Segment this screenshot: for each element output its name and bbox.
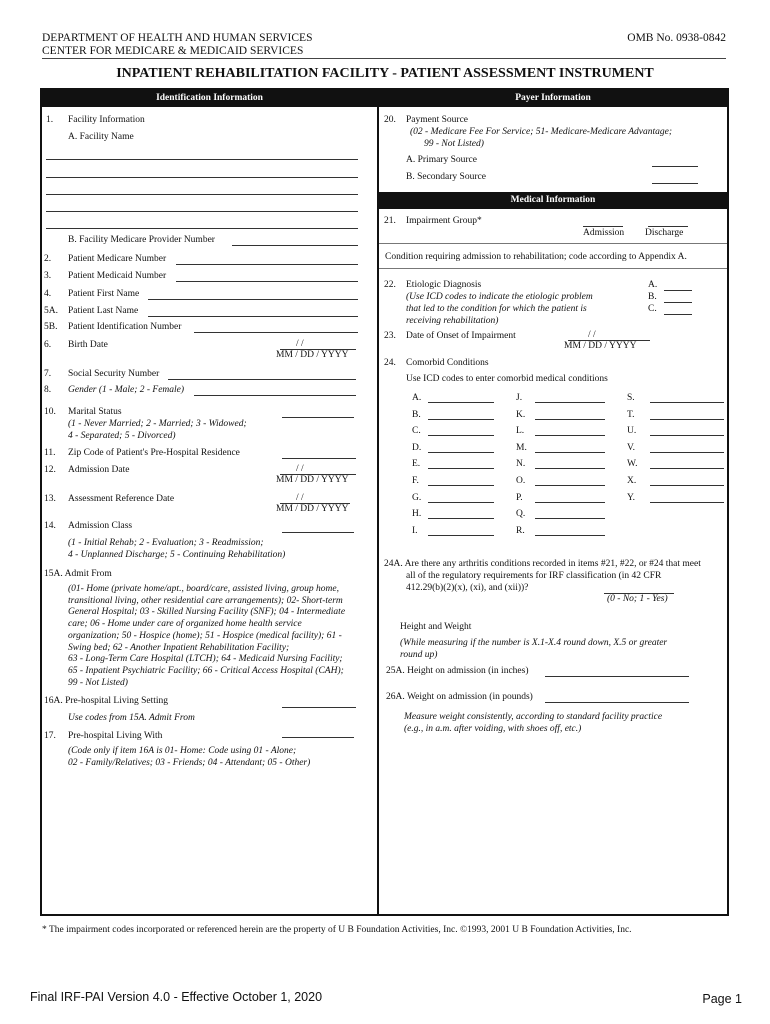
comorbid-field-q[interactable] [535, 517, 605, 519]
item-20-hint-1: (02 - Medicare Fee For Service; 51- Medicare-Medicare Advantage; [410, 127, 673, 137]
item-13-label: Assessment Reference Date [68, 494, 175, 504]
etiologic-a-field[interactable] [664, 289, 692, 291]
item-12-label: Admission Date [68, 465, 130, 475]
comorbid-label: P. [516, 492, 523, 503]
patient-medicaid-number-field[interactable] [176, 280, 358, 282]
form-version: Final IRF-PAI Version 4.0 - Effective October 1, 2020 [30, 990, 323, 1004]
band-identification: Identification Information [42, 90, 377, 107]
divider [379, 268, 727, 269]
primary-source-field[interactable] [652, 165, 698, 167]
item-21-label: Impairment Group* [406, 216, 482, 226]
assessment-date-format: MM / DD / YYYY [276, 504, 349, 514]
comorbid-col-3-labels [627, 390, 637, 506]
pre-hospital-living-with-field[interactable] [282, 736, 354, 738]
item-24a-hint: (0 - No; 1 - Yes) [607, 594, 668, 604]
birth-date-format: MM / DD / YYYY [276, 350, 349, 360]
item-3-num: 3. [44, 271, 52, 281]
item-24-num: 24. [384, 358, 396, 368]
item-12-num: 12. [44, 465, 56, 475]
hint-line: organization; 50 - Hospice (home); 51 - Hospice (medical facility); 61 - [68, 630, 342, 641]
onset-date-slashes: / / [588, 330, 596, 340]
item-10-hint-2: 4 - Separated; 5 - Divorced) [68, 431, 176, 441]
item-10-label: Marital Status [68, 407, 122, 417]
marital-status-field[interactable] [282, 416, 354, 418]
comorbid-field-l[interactable] [535, 434, 605, 436]
comorbid-label: L. [516, 426, 525, 437]
pre-hospital-living-setting-field[interactable] [282, 706, 356, 708]
comorbid-field-b[interactable] [428, 418, 494, 420]
comorbid-field-o[interactable] [535, 484, 605, 486]
facility-name-line-3[interactable] [46, 193, 358, 195]
comorbid-field-y[interactable] [650, 501, 724, 503]
item-17-num: 17. [44, 731, 56, 741]
zip-code-field[interactable] [282, 457, 356, 459]
comorbid-field-m[interactable] [535, 451, 605, 453]
admission-date-format: MM / DD / YYYY [276, 475, 349, 485]
patient-last-name-field[interactable] [148, 315, 358, 317]
item-17-hint-2: 02 - Family/Relatives; 03 - Friends; 04 - Attendant; 05 - Other) [68, 758, 311, 768]
item-6-num: 6. [44, 340, 52, 350]
comorbid-label: A. [412, 393, 422, 403]
item-20-hint-2: 99 - Not Listed) [424, 139, 484, 149]
comorbid-field-k[interactable] [535, 418, 605, 420]
item-5a-num: 5A. [44, 306, 58, 316]
item-5b-label: Patient Identification Number [68, 322, 182, 332]
item-22-hint-1: (Use ICD codes to indicate the etiologic problem [406, 292, 593, 302]
facility-name-line-5[interactable] [46, 227, 358, 229]
item-21-num: 21. [384, 216, 396, 226]
item-14-hint-1: (1 - Initial Rehab; 2 - Evaluation; 3 - Readmission; [68, 538, 264, 548]
item-14-hint-2: 4 - Unplanned Discharge; 5 - Continuing Rehabilitation) [68, 550, 286, 560]
item-22-hint-3: receiving rehabilitation) [406, 316, 499, 326]
item-1b-label: B. Facility Medicare Provider Number [68, 235, 215, 245]
medicare-provider-number-field[interactable] [232, 244, 358, 246]
admission-class-field[interactable] [282, 531, 354, 533]
item-16a-label: 16A. Pre-hospital Living Setting [44, 696, 169, 706]
item-16a-hint: Use codes from 15A. Admit From [68, 713, 195, 723]
height-on-admission-field[interactable] [545, 675, 689, 677]
assessment-date-slashes: / / [296, 493, 304, 503]
agency-header [42, 32, 312, 58]
page-number: Page 1 [702, 992, 742, 1006]
item-10-num: 10. [44, 407, 56, 417]
item-24a-line-1: 24A. Are there any arthritis conditions recorded in items #21, #22, or #24 that meet [384, 559, 701, 569]
item-20-label: Payment Source [406, 115, 469, 125]
comorbid-label: T. [627, 409, 635, 420]
item-24-hint: Use ICD codes to enter comorbid medical conditions [406, 374, 608, 384]
comorbid-label: W. [627, 459, 638, 470]
comorbid-label: O. [516, 475, 526, 486]
comorbid-field-g[interactable] [428, 501, 494, 503]
form-title: INPATIENT REHABILITATION FACILITY - PATIENT ASSESSMENT INSTRUMENT [116, 66, 654, 81]
comorbid-label: E. [412, 459, 421, 470]
hint-line: 99 - Not Listed) [68, 677, 128, 688]
comorbid-field-f[interactable] [428, 484, 494, 486]
item-2-label: Patient Medicare Number [68, 254, 167, 264]
comorbid-label: H. [412, 509, 422, 520]
dept-line-2: CENTER FOR MEDICARE & MEDICAID SERVICES [42, 45, 304, 57]
comorbid-label: F. [412, 475, 419, 486]
comorbid-field-r[interactable] [535, 534, 605, 536]
hint-line: transitional living, other residential care arrangements); 02- Short-term [68, 595, 343, 606]
facility-name-line-4[interactable] [46, 210, 358, 212]
etiologic-a-label: A. [648, 280, 658, 290]
comorbid-field-u[interactable] [650, 434, 724, 436]
comorbid-field-t[interactable] [650, 418, 724, 420]
weight-on-admission-field[interactable] [545, 701, 689, 703]
comorbid-field-c[interactable] [428, 434, 494, 436]
item-26a-label: 26A. Weight on admission (in pounds) [386, 692, 533, 702]
secondary-source-field[interactable] [652, 182, 698, 184]
hint-line: General Hospital; 03 - Skilled Nursing Facility (SNF); 04 - Intermediate [68, 607, 346, 618]
item-20-num: 20. [384, 115, 396, 125]
comorbid-label: B. [412, 409, 421, 420]
height-weight-label: Height and Weight [400, 622, 472, 632]
comorbid-field-s[interactable] [650, 401, 724, 403]
item-2-num: 2. [44, 254, 52, 264]
facility-name-line-1[interactable] [46, 158, 358, 160]
item-1-label: Facility Information [68, 115, 145, 125]
comorbid-field-h[interactable] [428, 517, 494, 519]
item-4-label: Patient First Name [68, 289, 140, 299]
hint-line: care; 06 - Home under care of organized home health service [68, 619, 302, 630]
admission-caption: Admission [583, 228, 625, 238]
item-7-label: Social Security Number [68, 369, 160, 379]
item-8-num: 8. [44, 385, 52, 395]
etiologic-b-label: B. [648, 292, 657, 302]
comorbid-label: C. [412, 426, 421, 437]
discharge-caption: Discharge [645, 228, 684, 238]
item-1a-label: A. Facility Name [68, 132, 134, 142]
item-3-label: Patient Medicaid Number [68, 271, 167, 281]
comorbid-field-i[interactable] [428, 534, 494, 536]
item-8-label: Gender (1 - Male; 2 - Female) [68, 385, 185, 395]
hint-line: 65 - Inpatient Psychiatric Facility; 66 - Critical Access Hospital (CAH); [68, 665, 344, 676]
item-20a-label: A. Primary Source [406, 155, 477, 165]
comorbid-field-n[interactable] [535, 467, 605, 469]
height-weight-hint-2: round up) [400, 650, 438, 660]
patient-first-name-field[interactable] [148, 298, 358, 300]
condition-note: Condition requiring admission to rehabilitation; code according to Appendix A. [385, 252, 687, 262]
etiologic-b-field[interactable] [664, 301, 692, 303]
comorbid-label: Q. [516, 509, 526, 520]
item-4-num: 4. [44, 289, 52, 299]
item-22-num: 22. [384, 280, 396, 290]
item-1-num: 1. [46, 115, 54, 125]
comorbid-label: I. [412, 525, 418, 536]
band-medical: Medical Information [379, 192, 727, 209]
item-14-num: 14. [44, 521, 56, 531]
etiologic-c-field[interactable] [664, 313, 692, 315]
admission-date-slashes: / / [296, 464, 304, 474]
item-11-label: Zip Code of Patient's Pre-Hospital Residence [68, 448, 240, 458]
item-7-num: 7. [44, 369, 52, 379]
facility-name-line-2[interactable] [46, 176, 358, 178]
item-22-label: Etiologic Diagnosis [406, 280, 482, 290]
comorbid-field-v[interactable] [650, 451, 724, 453]
comorbid-label: S. [627, 393, 635, 403]
item-23-num: 23. [384, 331, 396, 341]
item-24a-line-2: all of the regulatory requirements for IRF classification (in 42 CFR [406, 571, 662, 581]
patient-id-number-field[interactable] [194, 331, 358, 333]
impairment-admission-field[interactable] [583, 225, 623, 227]
comorbid-label: V. [627, 442, 636, 453]
item-11-num: 11. [44, 448, 56, 458]
comorbid-col-1-labels [412, 390, 421, 539]
item-25a-label: 25A. Height on admission (in inches) [386, 666, 529, 676]
ssn-field[interactable] [168, 378, 356, 380]
item-13-num: 13. [44, 494, 56, 504]
item-24a-line-3: 412.29(b)(2)(x), (xi), and (xii))? [406, 583, 529, 593]
item-5b-num: 5B. [44, 322, 58, 332]
comorbid-label: K. [516, 409, 526, 420]
item-5a-label: Patient Last Name [68, 306, 139, 316]
birth-date-slashes: / / [296, 339, 304, 349]
hint-line: 63 - Long-Term Care Hospital (LTCH); 64 - Medicaid Nursing Facility; [68, 654, 343, 665]
comorbid-label: U. [627, 426, 637, 437]
comorbid-field-j[interactable] [535, 401, 605, 403]
comorbid-field-x[interactable] [650, 484, 724, 486]
item-15a-label: 15A. Admit From [44, 569, 112, 579]
gender-field[interactable] [194, 394, 356, 396]
height-weight-hint-1: (While measuring if the number is X.1-X.4 round down, X.5 or greater [400, 638, 668, 648]
item-24-label: Comorbid Conditions [406, 358, 489, 368]
comorbid-label: J. [516, 393, 523, 403]
onset-date-format: MM / DD / YYYY [564, 341, 637, 351]
comorbid-col-2-labels [516, 390, 527, 539]
item-6-label: Birth Date [68, 340, 108, 350]
comorbid-field-w[interactable] [650, 467, 724, 469]
comorbid-label: G. [412, 492, 422, 503]
divider [379, 243, 727, 244]
comorbid-field-e[interactable] [428, 467, 494, 469]
item-23-label: Date of Onset of Impairment [406, 331, 516, 341]
hint-line: Swing bed; 62 - Another Inpatient Rehabilitation Facility; [68, 642, 290, 653]
header-rule [42, 58, 726, 59]
patient-medicare-number-field[interactable] [176, 263, 358, 265]
omb-number: OMB No. 0938-0842 [627, 32, 726, 44]
comorbid-label: M. [516, 442, 527, 453]
impairment-codes-footnote: * The impairment codes incorporated or referenced herein are the property of U B Foundation Activities, Inc. ©1993, 2001 U B Foundation Activities, Inc. [42, 925, 632, 935]
comorbid-label: R. [516, 525, 525, 536]
comorbid-label: N. [516, 459, 526, 470]
hint-line: (01- Home (private home/apt., board/care, assisted living, group home, [68, 584, 339, 594]
item-20b-label: B. Secondary Source [406, 172, 486, 182]
comorbid-label: Y. [627, 492, 636, 503]
comorbid-field-p[interactable] [535, 501, 605, 503]
band-payer: Payer Information [379, 90, 727, 107]
comorbid-field-a[interactable] [428, 401, 494, 403]
comorbid-label: D. [412, 442, 422, 453]
dept-line-1: DEPARTMENT OF HEALTH AND HUMAN SERVICES [42, 32, 313, 44]
item-17-label: Pre-hospital Living With [68, 731, 163, 741]
item-22-hint-2: that led to the condition for which the patient is [406, 304, 587, 314]
comorbid-label: X. [627, 475, 637, 486]
item-10-hint-1: (1 - Never Married; 2 - Married; 3 - Widowed; [68, 419, 247, 429]
etiologic-c-label: C. [648, 304, 657, 314]
impairment-discharge-field[interactable] [648, 225, 688, 227]
item-17-hint-1: (Code only if item 16A is 01- Home: Code using 01 - Alone; [68, 746, 297, 756]
comorbid-field-d[interactable] [428, 451, 494, 453]
item-15a-hints [68, 584, 345, 689]
column-divider [377, 88, 379, 916]
item-14-label: Admission Class [68, 521, 133, 531]
item-26a-hint-1: Measure weight consistently, according to standard facility practice [404, 712, 663, 722]
item-26a-hint-2: (e.g., in a.m. after voiding, with shoes off, etc.) [404, 724, 582, 734]
